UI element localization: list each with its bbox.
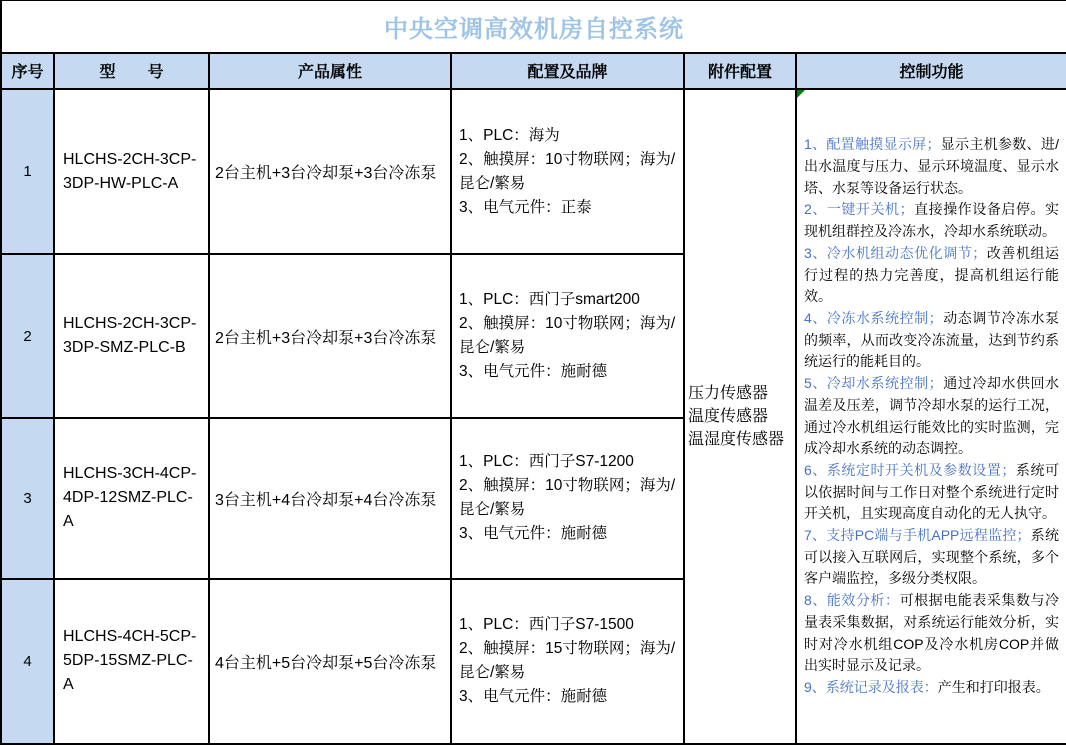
row-number: 4	[1, 579, 54, 744]
config-cell	[451, 418, 684, 579]
config-line: 1、PLC：海为	[459, 126, 560, 144]
row-number: 3	[1, 418, 54, 579]
column-header-model: 型 号	[54, 53, 209, 89]
config-cell	[451, 579, 684, 744]
config-cell	[451, 254, 684, 418]
column-header-accessories: 附件配置	[684, 53, 796, 89]
accessories-cell	[684, 89, 796, 744]
config-line: 2、触摸屏：10寸物联网；海为/昆仑/繁易	[459, 315, 676, 356]
config-line: 3、电气元件：施耐德	[459, 363, 608, 380]
column-header-functions: 控制功能	[796, 53, 1066, 89]
feature-label: 8、能效分析：	[804, 592, 900, 609]
row-number: 1	[1, 89, 54, 254]
feature-item	[804, 308, 1059, 373]
feature-desc: 系统可以接入互联网后，实现整个系统，多个客户端监控，多级分类权限。	[804, 527, 1060, 587]
accessory-line: 温度传感器	[688, 408, 769, 426]
title-cell	[1, 1, 1066, 53]
config-line: 3、电气元件：施耐德	[459, 688, 608, 706]
feature-desc: 可根据电能表采集数与冷量表采集数据，对系统运行能效分析，实时对冷水机组COP及冷水机房COP并做出实时显示及记录。	[804, 592, 1060, 674]
feature-desc: 系统可以依据时间与工作日对整个系统进行定时开关机，且实现高度自动化的无人执守。	[804, 461, 1060, 522]
column-header-config: 配置及品牌	[451, 53, 684, 89]
model-cell: HLCHS-2CH-3CP-3DP-HW-PLC-A	[54, 89, 209, 254]
feature-item	[804, 243, 1059, 308]
page-title: 中央空调高效机房自控系统	[384, 15, 685, 43]
config-line: 3、电气元件：正泰	[459, 198, 592, 216]
config-line: 2、触摸屏：15寸物联网；海为/昆仑/繁易	[459, 640, 676, 682]
model-cell: HLCHS-3CH-4CP-4DP-12SMZ-PLC-A	[54, 418, 209, 579]
model-cell: HLCHS-2CH-3CP-3DP-SMZ-PLC-B	[54, 254, 209, 418]
header-row	[1, 53, 1066, 89]
feature-label: 9、系统记录及报表：	[804, 678, 938, 695]
config-line: 2、触摸屏：10寸物联网；海为/昆仑/繁易	[459, 150, 676, 192]
feature-desc: 动态调节冷冻水泵的频率，从而改变冷冻流量，达到节约系统运行的能耗目的。	[804, 310, 1060, 370]
config-line: 1、PLC：西门子S7-1200	[459, 453, 634, 471]
feature-label: 5、冷却水系统控制；	[804, 375, 943, 392]
feature-desc: 产生和打印报表。	[937, 678, 1050, 695]
attrs-cell: 4台主机+5台冷却泵+5台冷冻泵	[209, 579, 451, 744]
config-line: 1、PLC：西门子smart200	[459, 291, 640, 308]
feature-desc: 直接操作设备启停。实现机组群控及冷冻水，冷却水系统联动。	[804, 201, 1060, 240]
feature-item	[804, 134, 1059, 199]
title-row	[1, 1, 1066, 53]
feature-item	[804, 677, 1059, 699]
accessory-line: 温湿度传感器	[688, 431, 785, 449]
feature-item	[804, 525, 1059, 590]
feature-item	[804, 373, 1059, 460]
feature-label: 2、一键开关机；	[804, 201, 914, 218]
feature-desc: 改善机组运行过程的热力完善度，提高机组运行能效。	[804, 244, 1060, 305]
column-header-no: 序号	[1, 53, 54, 89]
accessory-line: 压力传感器	[688, 385, 769, 403]
config-line: 3、电气元件：施耐德	[459, 525, 608, 543]
attrs-cell: 2台主机+3台冷却泵+3台冷冻泵	[209, 254, 451, 418]
row-number: 2	[1, 254, 54, 418]
config-cell	[451, 89, 684, 254]
feature-item	[804, 590, 1059, 677]
feature-item	[804, 460, 1059, 525]
attrs-cell: 2台主机+3台冷却泵+3台冷冻泵	[209, 89, 451, 254]
feature-label: 6、系统定时开关机及参数设置；	[804, 461, 1016, 478]
functions-cell	[796, 89, 1066, 744]
feature-label: 3、冷水机组动态优化调节；	[804, 244, 987, 261]
feature-label: 7、支持PC端与手机APP远程监控；	[804, 527, 1031, 544]
table-row	[1, 89, 1066, 254]
comment-marker-icon	[797, 90, 805, 98]
feature-label: 1、配置触摸显示屏；	[804, 136, 941, 153]
column-header-attrs: 产品属性	[209, 53, 451, 89]
feature-label: 4、冷冻水系统控制；	[804, 310, 943, 326]
config-line: 1、PLC：西门子S7-1500	[459, 616, 634, 634]
model-cell: HLCHS-4CH-5CP-5DP-15SMZ-PLC-A	[54, 579, 209, 744]
feature-item	[804, 199, 1059, 242]
feature-desc: 显示主机参数、进/出水温度与压力、显示环境温度、显示水塔、水泵等设备运行状态。	[804, 136, 1060, 196]
config-line: 2、触摸屏：10寸物联网；海为/昆仑/繁易	[459, 477, 676, 519]
feature-desc: 通过冷却水供回水温差及压差，调节冷却水泵的运行工况，通过冷水机组运行能效比的实时监测，完成冷却水系统的动态调控。	[804, 375, 1060, 457]
attrs-cell: 3台主机+4台冷却泵+4台冷冻泵	[209, 418, 451, 579]
